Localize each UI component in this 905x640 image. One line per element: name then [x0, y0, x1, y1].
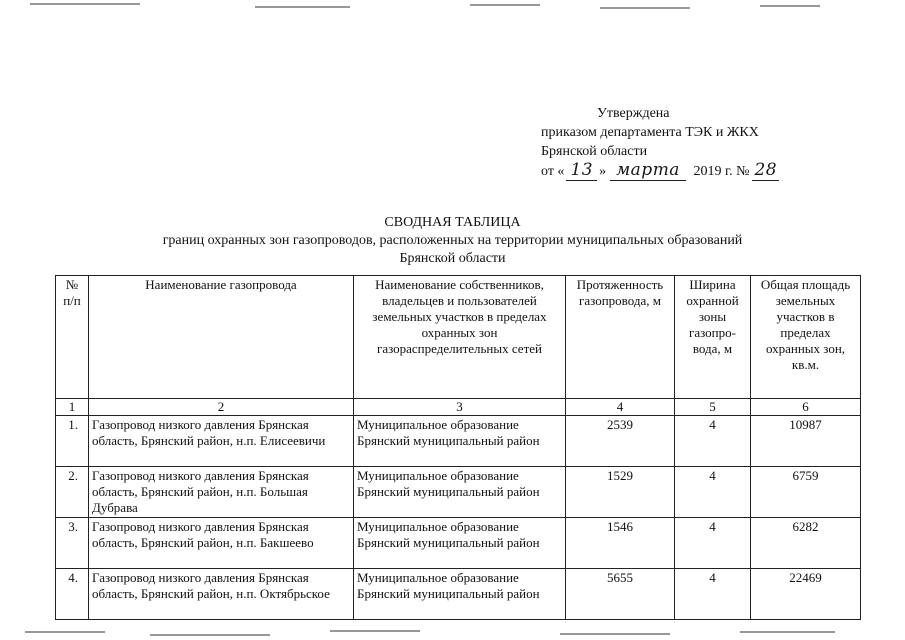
zone-width: 4	[675, 518, 751, 569]
owner-name: Муниципальное образование Брянский муниципальный район	[354, 416, 566, 467]
table-row	[56, 467, 861, 518]
scan-artifact-top	[0, 0, 905, 14]
title-heading: СВОДНАЯ ТАБЛИЦА	[384, 215, 521, 230]
table-row	[56, 518, 861, 569]
pipeline-name: Газопровод низкого давления Брянская область, Брянский район, н.п. Октябрьское	[89, 569, 354, 620]
date-close-quote: »	[599, 164, 607, 179]
column-number: 4	[566, 399, 675, 416]
title-region: Брянской области	[399, 251, 506, 266]
column-number: 1	[56, 399, 89, 416]
table-row	[56, 569, 861, 620]
handwritten-month: марта	[610, 161, 686, 181]
pipeline-length: 1546	[566, 518, 675, 569]
document-title	[0, 214, 905, 268]
approval-date-line	[541, 161, 779, 181]
zone-width: 4	[675, 467, 751, 518]
pipeline-length: 2539	[566, 416, 675, 467]
zone-width: 4	[675, 416, 751, 467]
date-prefix: от «	[541, 164, 565, 179]
approval-region-line: Брянской области	[541, 144, 648, 159]
date-year: 2019 г.	[693, 164, 733, 179]
zone-width: 4	[675, 569, 751, 620]
header-length: Протяженность газопровода, м	[566, 276, 675, 399]
header-total-area: Общая площадь земельных участков в пределах охранных зон, кв.м.	[751, 276, 861, 399]
row-number: 3.	[56, 518, 89, 569]
row-number: 4.	[56, 569, 89, 620]
approval-block	[541, 104, 779, 181]
column-number: 3	[354, 399, 566, 416]
owner-name: Муниципальное образование Брянский муниципальный район	[354, 518, 566, 569]
column-number: 5	[675, 399, 751, 416]
table-row	[56, 416, 861, 467]
title-subheading: границ охранных зон газопроводов, расположенных на территории муниципальных образований	[162, 233, 743, 248]
pipeline-length: 1529	[566, 467, 675, 518]
row-number: 1.	[56, 416, 89, 467]
handwritten-day: 13	[566, 161, 597, 181]
header-owners: Наименование собственников, владельцев и пользователей земельных участков в пределах охранных зон газораспределительных сетей	[354, 276, 566, 399]
pipeline-name: Газопровод низкого давления Брянская область, Брянский район, н.п. Бакшеево	[89, 518, 354, 569]
total-area: 22469	[751, 569, 861, 620]
owner-name: Муниципальное образование Брянский муниципальный район	[354, 467, 566, 518]
header-pipeline-name: Наименование газопровода	[89, 276, 354, 399]
approval-order-line: приказом департамента ТЭК и ЖКХ	[541, 125, 759, 140]
table-header-row	[56, 276, 861, 399]
summary-table	[55, 275, 861, 620]
header-zone-width: Ширина охранной зоны газопро-вода, м	[675, 276, 751, 399]
header-number: № п/п	[56, 276, 89, 399]
column-number: 6	[751, 399, 861, 416]
row-number: 2.	[56, 467, 89, 518]
scan-artifact-bottom	[0, 626, 905, 640]
column-number: 2	[89, 399, 354, 416]
owner-name: Муниципальное образование Брянский муниципальный район	[354, 569, 566, 620]
total-area: 10987	[751, 416, 861, 467]
pipeline-length: 5655	[566, 569, 675, 620]
number-sign: №	[736, 164, 750, 179]
column-number-row	[56, 399, 861, 416]
approval-title: Утверждена	[597, 106, 670, 121]
pipeline-name: Газопровод низкого давления Брянская область, Брянский район, н.п. Елисеевичи	[89, 416, 354, 467]
total-area: 6759	[751, 467, 861, 518]
pipeline-name: Газопровод низкого давления Брянская область, Брянский район, н.п. Большая Дубрава	[89, 467, 354, 518]
handwritten-number: 28	[754, 160, 778, 180]
total-area: 6282	[751, 518, 861, 569]
